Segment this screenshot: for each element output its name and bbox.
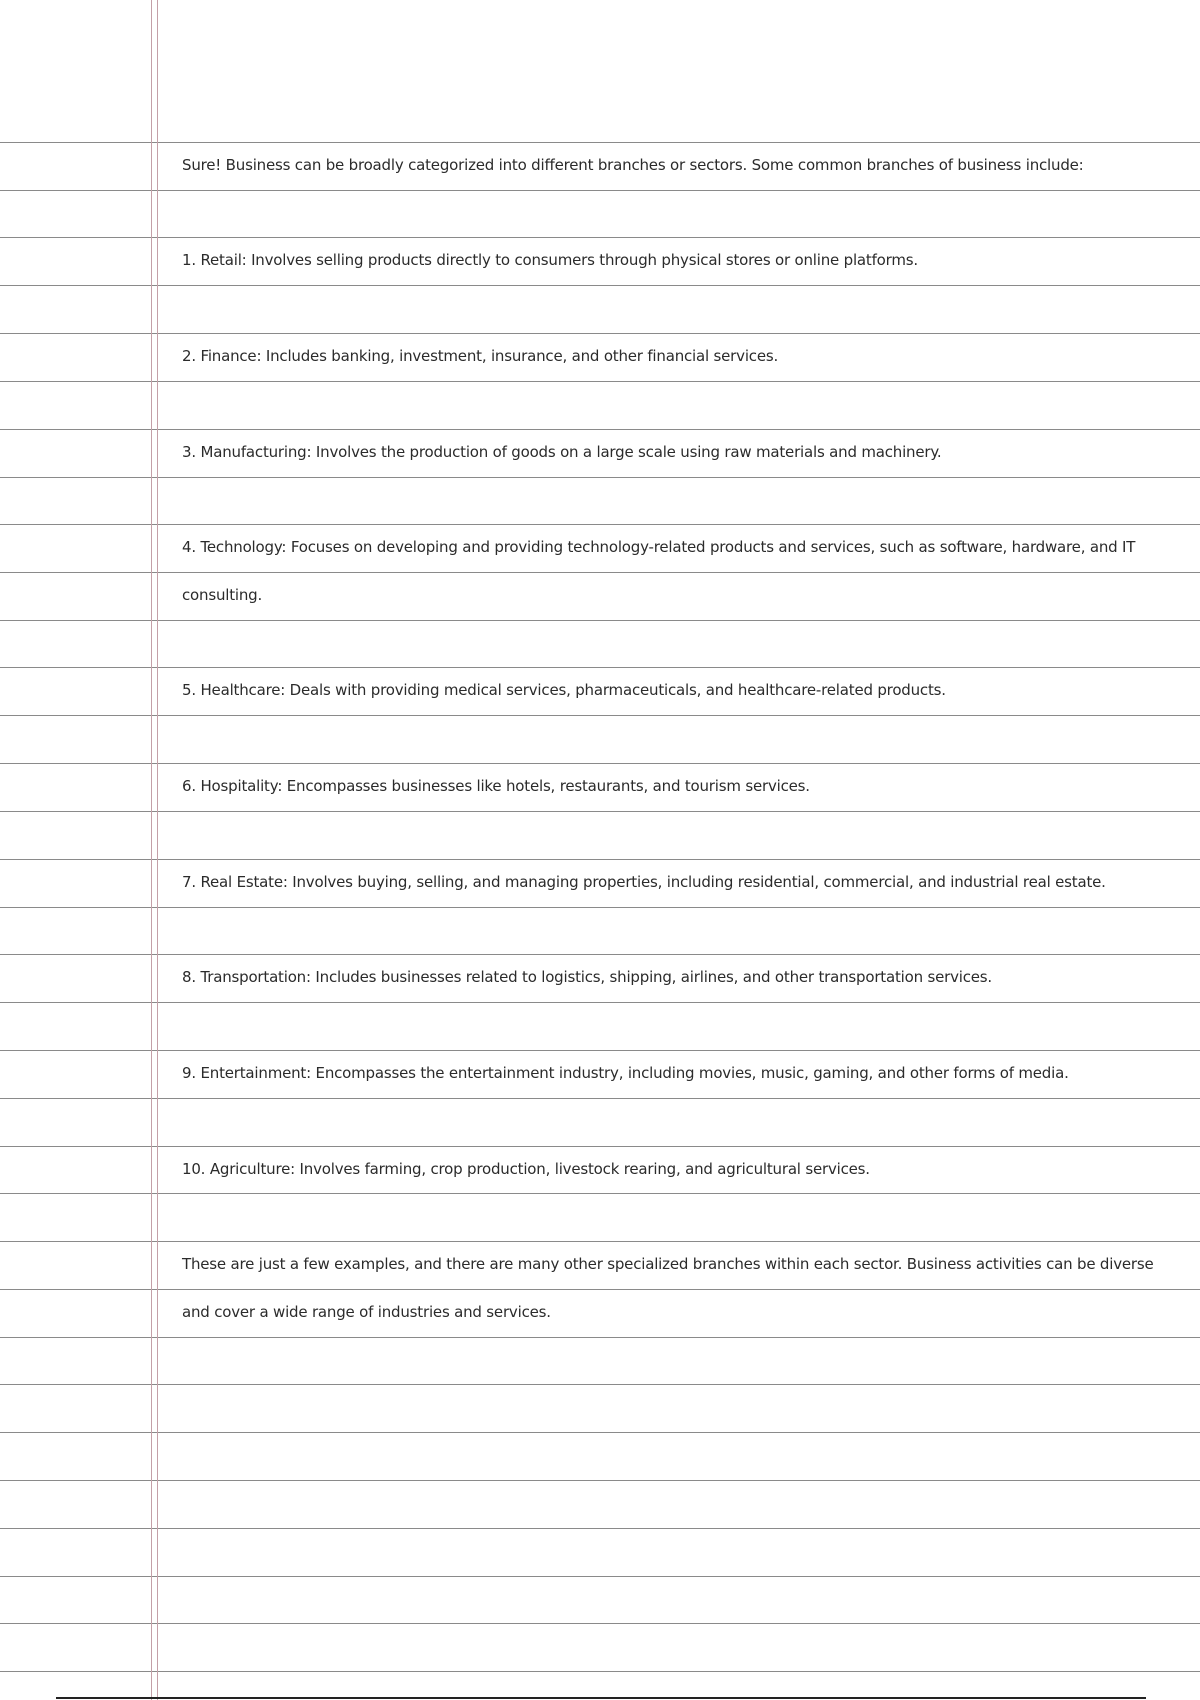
ruled-line xyxy=(0,1528,1200,1529)
ruled-line xyxy=(0,1002,1200,1003)
list-item-manufacturing: 3. Manufacturing: Involves the production of goods on a large scale using raw materials and machinery. xyxy=(182,443,942,461)
ruled-line xyxy=(0,1337,1200,1338)
list-item-healthcare: 5. Healthcare: Deals with providing medical services, pharmaceuticals, and healthcare-related products. xyxy=(182,681,946,699)
ruled-line xyxy=(0,859,1200,860)
ruled-line xyxy=(0,285,1200,286)
ruled-line xyxy=(0,237,1200,238)
ruled-line xyxy=(0,1671,1200,1672)
list-item-finance: 2. Finance: Includes banking, investment, insurance, and other financial services. xyxy=(182,347,779,365)
ruled-line xyxy=(0,811,1200,812)
margin-line xyxy=(157,0,158,1700)
ruled-line xyxy=(0,1241,1200,1242)
list-item-agriculture: 10. Agriculture: Involves farming, crop production, livestock rearing, and agricultural services. xyxy=(182,1160,870,1178)
ruled-line xyxy=(0,333,1200,334)
ruled-line xyxy=(0,715,1200,716)
ruled-line xyxy=(0,477,1200,478)
list-item-technology: 4. Technology: Focuses on developing and providing technology-related products and services, such as software, hardware, and IT xyxy=(182,538,1136,556)
ruled-line xyxy=(0,1193,1200,1194)
ruled-line xyxy=(0,1623,1200,1624)
ruled-line xyxy=(0,620,1200,621)
conclusion-line: These are just a few examples, and there are many other specialized branches within each sector. Business activities can be diverse xyxy=(182,1255,1154,1273)
list-item-real-estate: 7. Real Estate: Involves buying, selling, and managing properties, including residential, commercial, and industrial real estate. xyxy=(182,873,1106,891)
ruled-line xyxy=(0,1384,1200,1385)
list-item-transportation: 8. Transportation: Includes businesses related to logistics, shipping, airlines, and other transportation services. xyxy=(182,968,992,986)
ruled-line xyxy=(0,1432,1200,1433)
ruled-line xyxy=(0,572,1200,573)
intro-line: Sure! Business can be broadly categorized into different branches or sectors. Some common branches of business include: xyxy=(182,156,1084,174)
margin-line xyxy=(151,0,152,1700)
ruled-line xyxy=(0,1289,1200,1290)
list-item-hospitality: 6. Hospitality: Encompasses businesses like hotels, restaurants, and tourism services. xyxy=(182,777,810,795)
page-bottom-edge xyxy=(56,1697,1146,1699)
list-item-entertainment: 9. Entertainment: Encompasses the entertainment industry, including movies, music, gaming, and other forms of media. xyxy=(182,1064,1069,1082)
ruled-line xyxy=(0,429,1200,430)
ruled-line xyxy=(0,142,1200,143)
list-item-technology-cont: consulting. xyxy=(182,586,263,604)
ruled-line xyxy=(0,1146,1200,1147)
ruled-line xyxy=(0,907,1200,908)
list-item-retail: 1. Retail: Involves selling products directly to consumers through physical stores or online platforms. xyxy=(182,251,918,269)
ruled-line xyxy=(0,1576,1200,1577)
ruled-line xyxy=(0,763,1200,764)
ruled-line xyxy=(0,667,1200,668)
ruled-line xyxy=(0,524,1200,525)
ruled-line xyxy=(0,1098,1200,1099)
ruled-line xyxy=(0,381,1200,382)
ruled-line xyxy=(0,1480,1200,1481)
ruled-line xyxy=(0,1050,1200,1051)
ruled-line xyxy=(0,190,1200,191)
ruled-line xyxy=(0,954,1200,955)
conclusion-line-cont: and cover a wide range of industries and services. xyxy=(182,1303,551,1321)
